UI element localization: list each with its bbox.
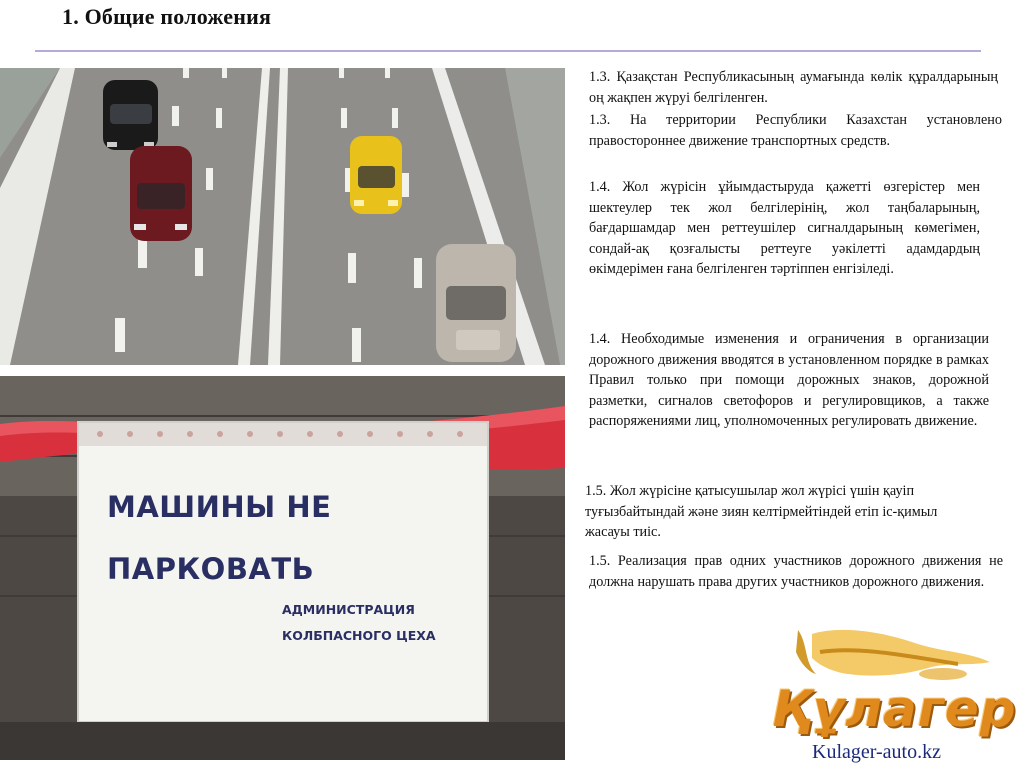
paragraph-1-3-kz: 1.3. Қазақстан Республикасының аумағында көлік құралдарының оң жақпен жүруі белгіленген. xyxy=(589,69,998,106)
paragraph-1-5-kz: 1.5. Жол жүрісіне қатысушылар жол жүрісі үшін қауіп туғызбайтындай және зиян келтірмейтіндей етіп іс-қимыл жасауы тиіс. xyxy=(585,483,938,540)
sign-line-4: КОЛБПАСНОГО ЦЕХА xyxy=(282,628,436,643)
parking-sign-photo xyxy=(0,376,565,760)
sign-line-1: МАШИНЫ НЕ xyxy=(107,490,332,524)
paragraph-1-4-ru: 1.4. Необходимые изменения и ограничения в организации дорожного движения вводятся в установленном порядке в рамках Правил только при помощи дорожных знаков, дорожной разметки, сигналов светофоров и регулировщиков, а также распоряжениями лиц, уполномоченных регулировать движение. xyxy=(589,331,989,429)
road-photo xyxy=(0,68,565,365)
paragraph-1-5-ru: 1.5. Реализация прав одних участников дорожного движения не должна нарушать права других участников дорожного движения. xyxy=(589,553,1003,590)
sign-line-2: ПАРКОВАТЬ xyxy=(107,552,315,586)
paragraph-1-3-ru: 1.3. На территории Республики Казахстан установлено правостороннее движение транспортных средств. xyxy=(589,112,1002,149)
paragraph-1-4-kz: 1.4. Жол жүрісін ұйымдастыруда қажетті өзгерістер мен шектеулер тек жол белгілерінің, жол таңбаларының, бағдаршамдар мен реттеушілер сигналдарының көмегімен, сондай-ақ қозғалысты реттеуге уәкілетті адамдардың өкімдерімен ғана белгіленген тәртіппен енгізіледі. xyxy=(589,179,980,277)
brand-name: Құлагер xyxy=(772,680,1017,738)
page-title: 1. Общие положения xyxy=(62,4,272,29)
sign-line-3: АДМИНИСТРАЦИЯ xyxy=(282,602,415,617)
title-divider xyxy=(35,50,981,52)
website-link[interactable]: Kulager-auto.kz xyxy=(812,741,941,763)
